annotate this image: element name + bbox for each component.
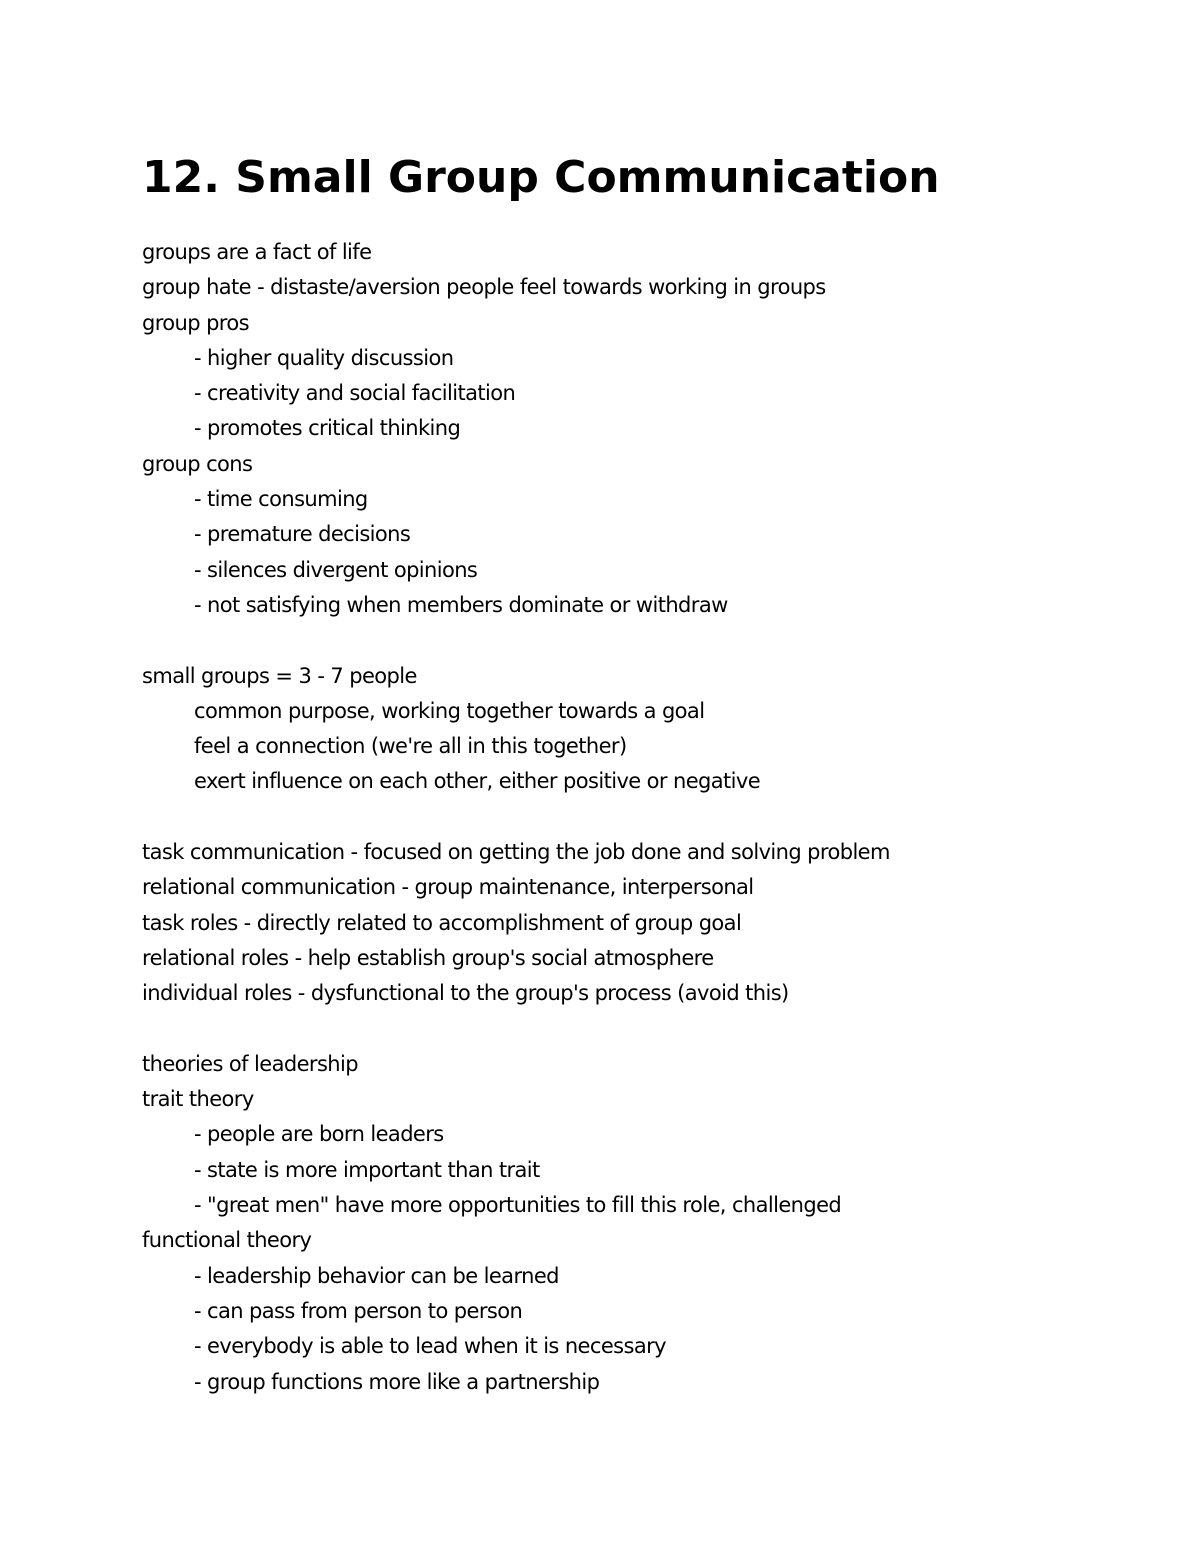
blank-line — [142, 623, 1142, 658]
text-line: theories of leadership — [142, 1051, 358, 1076]
text-line: task communication - focused on getting the job done and solving problem — [142, 840, 890, 865]
document-body — [142, 235, 1142, 1400]
text-line: task roles - directly related to accomplishment of group goal — [142, 910, 742, 935]
indented-text-line: - silences divergent opinions — [194, 557, 478, 582]
indented-text-line: - "great men" have more opportunities to fill this role, challenged — [194, 1193, 842, 1218]
indented-text-line: feel a connection (we're all in this together) — [194, 734, 627, 759]
text-line: groups are a fact of life — [142, 240, 372, 264]
text-line: small groups = 3 - 7 people — [142, 663, 417, 688]
indented-text-line: - people are born leaders — [194, 1122, 444, 1147]
indented-text-line: - premature decisions — [194, 522, 411, 547]
blank-line — [142, 800, 1142, 835]
text-line: group pros — [142, 310, 249, 335]
page-title: 12. Small Group Communication — [142, 152, 940, 203]
text-line: trait theory — [142, 1087, 254, 1112]
text-line: relational communication - group maintenance, interpersonal — [142, 875, 754, 900]
indented-text-line: - state is more important than trait — [194, 1157, 540, 1182]
indented-text-line: - higher quality discussion — [194, 345, 454, 370]
indented-text-line: - everybody is able to lead when it is necessary — [194, 1334, 666, 1359]
indented-text-line: common purpose, working together towards a goal — [194, 698, 705, 723]
text-line: group hate - distaste/aversion people feel towards working in groups — [142, 275, 826, 300]
indented-text-line: - group functions more like a partnership — [194, 1369, 600, 1394]
text-line: group cons — [142, 451, 253, 476]
indented-text-line: - time consuming — [194, 487, 368, 512]
text-line: functional theory — [142, 1228, 312, 1253]
indented-text-line: - not satisfying when members dominate or withdraw — [194, 592, 728, 617]
text-line: relational roles - help establish group's social atmosphere — [142, 945, 714, 970]
indented-text-line: - can pass from person to person — [194, 1298, 523, 1323]
indented-text-line: exert influence on each other, either positive or negative — [194, 769, 761, 794]
indented-text-line: - leadership behavior can be learned — [194, 1263, 559, 1288]
indented-text-line: - promotes critical thinking — [194, 416, 461, 441]
indented-text-line: - creativity and social facilitation — [194, 381, 516, 406]
text-line: individual roles - dysfunctional to the group's process (avoid this) — [142, 981, 789, 1006]
blank-line — [142, 1012, 1142, 1047]
